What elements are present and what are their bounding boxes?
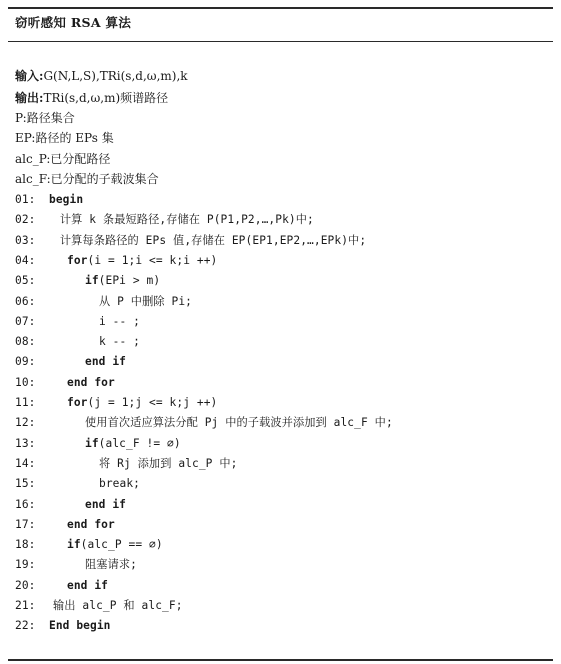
line-content — [85, 498, 126, 511]
line-content — [99, 295, 192, 308]
keyword: if — [85, 274, 99, 288]
keyword: begin — [49, 193, 84, 206]
line-text: (EPi > m) — [98, 274, 161, 288]
line-content — [85, 355, 126, 368]
line-number: 09: — [15, 355, 36, 369]
line-number: 12: — [15, 416, 36, 430]
algorithm-line — [15, 535, 163, 555]
algorithm-line — [15, 576, 108, 596]
output-line — [15, 88, 168, 108]
line-content — [53, 213, 314, 226]
line-content — [99, 477, 140, 490]
line-content — [85, 558, 137, 571]
line-number: 17: — [15, 517, 36, 531]
line-number: 15: — [15, 477, 36, 491]
line-content — [67, 254, 217, 267]
keyword: for — [67, 396, 88, 409]
line-text: (j = 1;j <= k;j ++) — [87, 396, 218, 409]
keyword: end if — [85, 355, 127, 369]
line-text: 计算 k 条最短路径,存储在 P(P1,P2,…,Pk)中; — [53, 213, 314, 227]
line-text: 计算每条路径的 EPs 值,存储在 EP(EP1,EP2,…,EPk)中; — [53, 233, 367, 247]
algorithm-line — [15, 210, 314, 230]
algorithm-line — [15, 393, 217, 413]
line-content — [67, 579, 108, 592]
keyword: for — [67, 253, 88, 267]
algorithm-line — [15, 454, 237, 474]
output-text: TRi(s,d,ω,m)频谱路径 — [43, 91, 169, 105]
line-content — [49, 193, 83, 206]
algorithm-line — [15, 271, 160, 291]
line-text: 从 P 中删除 Pi; — [99, 294, 192, 308]
keyword: end for — [67, 517, 115, 531]
algorithm-line — [15, 495, 126, 515]
line-number: 04: — [15, 253, 36, 267]
line-number: 05: — [15, 274, 36, 288]
line-number: 03: — [15, 233, 36, 247]
algorithm-title: 窃听感知 RSA 算法 — [15, 15, 132, 30]
line-content — [67, 376, 115, 389]
keyword: End begin — [49, 619, 111, 633]
input-label: 输入: — [15, 69, 44, 83]
algorithm-line — [15, 312, 140, 332]
line-number: 10: — [15, 375, 36, 389]
ep-definition: EP:路径的 EPs 集 — [15, 131, 114, 145]
line-number: 18: — [15, 538, 36, 552]
keyword: end for — [67, 375, 115, 389]
line-text: k -- ; — [99, 335, 141, 349]
keyword: end if — [85, 497, 127, 511]
line-number: 08: — [15, 335, 36, 349]
alc-f-definition: alc_F:已分配的子载波集合 — [15, 172, 159, 186]
line-number: 19: — [15, 558, 36, 572]
line-text: 输出 alc_P 和 alc_F; — [53, 599, 183, 612]
keyword: if — [85, 436, 99, 450]
bottom-rule — [8, 659, 553, 661]
line-text: (alc_F != ∅) — [98, 436, 181, 450]
algorithm-line — [15, 413, 393, 433]
line-number: 14: — [15, 456, 36, 470]
line-text: (i = 1;i <= k;i ++) — [87, 253, 218, 267]
line-number: 02: — [15, 213, 36, 227]
algorithm-line — [15, 515, 115, 535]
keyword: if — [67, 538, 81, 552]
keyword: end if — [67, 578, 109, 592]
algorithm-line — [15, 616, 111, 636]
line-text: 将 Rj 添加到 alc_P 中; — [99, 456, 238, 470]
line-number: 20: — [15, 578, 36, 592]
line-content — [49, 619, 111, 632]
line-content — [99, 335, 140, 348]
line-number: 11: — [15, 396, 36, 409]
line-text: i -- ; — [99, 314, 141, 328]
line-content — [99, 457, 237, 470]
line-text: break; — [99, 477, 141, 491]
alc-p-definition: alc_P:已分配路径 — [15, 152, 111, 166]
line-text: 使用首次适应算法分配 Pj 中的子载波并添加到 alc_F 中; — [85, 416, 393, 430]
algorithm-line — [15, 352, 126, 372]
line-content — [85, 416, 393, 429]
algorithm-line — [15, 434, 181, 454]
line-text: 阻塞请求; — [85, 558, 137, 572]
output-label: 输出: — [15, 91, 44, 105]
input-text: G(N,L,S),TRi(s,d,ω,m),k — [43, 69, 188, 83]
algorithm-line — [15, 596, 183, 616]
line-number: 13: — [15, 436, 36, 450]
algorithm-line — [15, 474, 140, 494]
algorithm-line — [15, 251, 217, 271]
line-content — [67, 396, 217, 409]
line-number: 16: — [15, 497, 36, 511]
line-content — [53, 234, 366, 247]
line-content — [85, 437, 181, 450]
line-number: 06: — [15, 294, 36, 308]
input-line — [15, 66, 188, 86]
line-content — [99, 315, 140, 328]
line-content — [53, 599, 183, 612]
top-rule — [8, 7, 553, 9]
line-content — [85, 274, 160, 287]
line-text: (alc_P == ∅) — [80, 538, 163, 552]
line-number: 01: — [15, 193, 36, 206]
algorithm-line — [15, 231, 366, 251]
algorithm-line — [15, 373, 115, 393]
line-number: 22: — [15, 619, 36, 633]
title-rule — [8, 41, 553, 42]
line-content — [67, 518, 115, 531]
line-content — [67, 538, 163, 551]
line-number: 07: — [15, 314, 36, 328]
algorithm-line — [15, 190, 83, 210]
p-definition: P:路径集合 — [15, 111, 75, 125]
algorithm-line — [15, 555, 137, 575]
algorithm-line — [15, 292, 192, 312]
line-number: 21: — [15, 599, 36, 612]
algorithm-line — [15, 332, 140, 352]
